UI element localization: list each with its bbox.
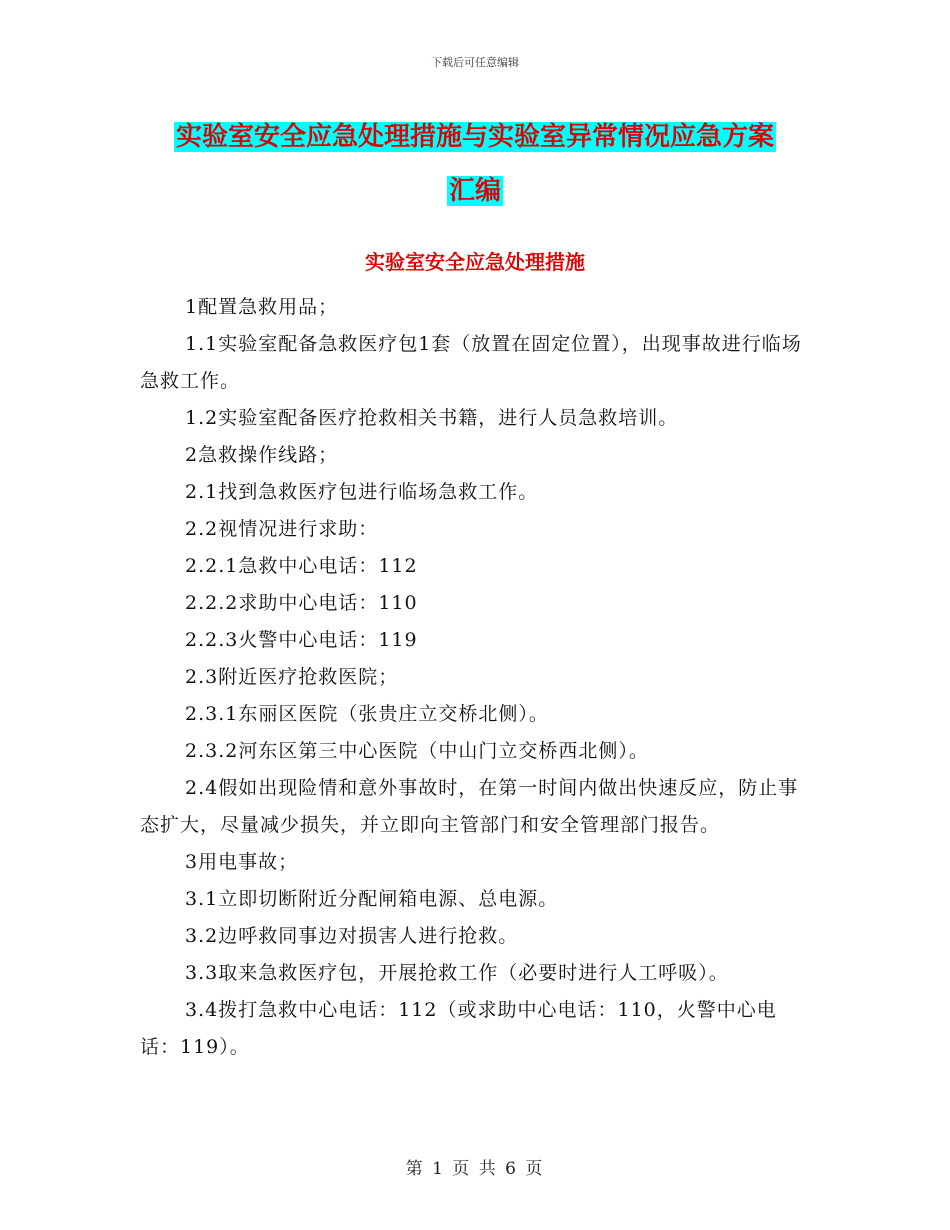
paragraph: 3用电事故； — [185, 851, 299, 873]
document-title-line1: 实验室安全应急处理措施与实验室异常情况应急方案 — [175, 122, 774, 152]
paragraph: 2急救操作线路； — [185, 444, 339, 466]
paragraph: 1.1实验室配备急救医疗包1套（放置在固定位置），出现事故进行临场急救工作。 — [140, 333, 802, 392]
page-footer: 第 1 页 共 6 页 — [405, 1159, 545, 1179]
paragraph: 2.2视情况进行求助： — [185, 518, 379, 540]
paragraph: 2.3附近医疗抢救医院； — [185, 666, 399, 688]
document-title — [140, 110, 810, 218]
paragraph: 3.1立即切断附近分配闸箱电源、总电源。 — [185, 888, 559, 910]
paragraph: 2.2.1急救中心电话：112 — [185, 555, 418, 577]
paragraph: 3.4拨打急救中心电话：112（或求助中心电话：110，火警中心电话：119）。 — [140, 999, 777, 1058]
paragraph: 2.3.2河东区第三中心医院（中山门立交桥西北侧）。 — [185, 740, 649, 762]
paragraph: 1.2实验室配备医疗抢救相关书籍，进行人员急救培训。 — [185, 407, 679, 429]
paragraph: 2.2.2求助中心电话：110 — [185, 592, 418, 614]
paragraph: 1配置急救用品； — [185, 296, 339, 318]
paragraph: 2.4假如出现险情和意外事故时，在第一时间内做出快速反应，防止事态扩大，尽量减少损失，并立即向主管部门和安全管理部门报告。 — [140, 777, 799, 836]
header-note: 下载后可任意编辑 — [431, 56, 519, 69]
paragraph: 3.2边呼救同事边对损害人进行抢救。 — [185, 925, 519, 947]
paragraph: 2.1找到急救医疗包进行临场急救工作。 — [185, 481, 539, 503]
section-title: 实验室安全应急处理措施 — [365, 250, 585, 274]
paragraph: 2.3.1东丽区医院（张贵庄立交桥北侧）。 — [185, 703, 549, 725]
body-text — [140, 289, 812, 1066]
document-title-line2: 汇编 — [448, 176, 501, 206]
paragraph: 2.2.3火警中心电话：119 — [185, 629, 418, 651]
paragraph: 3.3取来急救医疗包，开展抢救工作（必要时进行人工呼吸）。 — [185, 962, 729, 984]
